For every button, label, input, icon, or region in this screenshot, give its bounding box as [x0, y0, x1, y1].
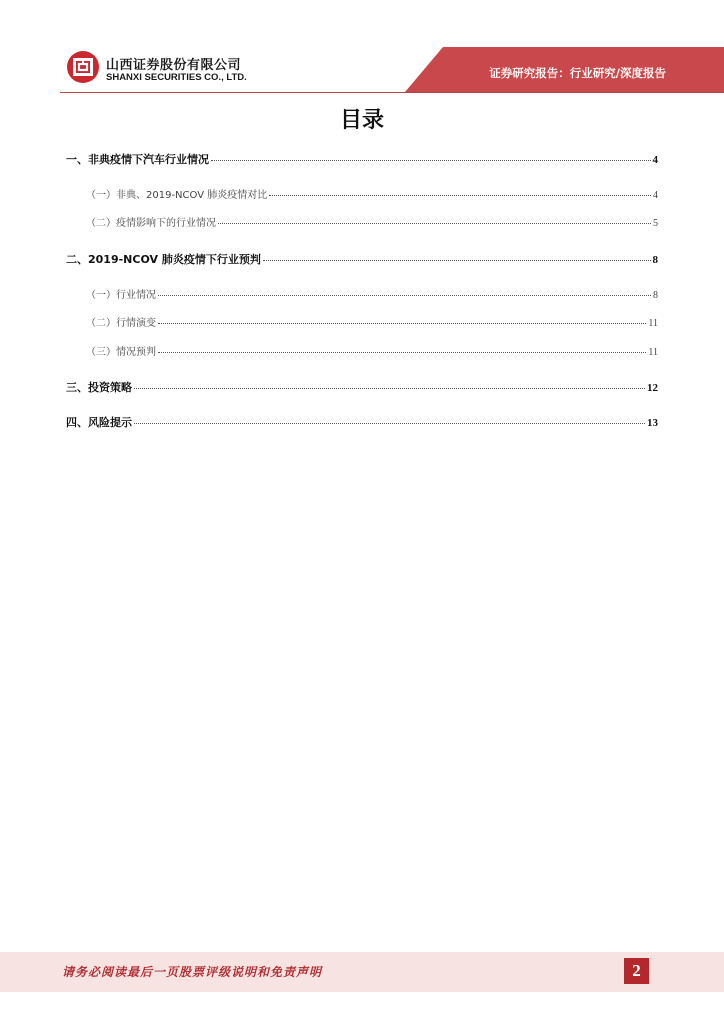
- toc-entry-page: 4: [652, 154, 658, 166]
- toc-leader-dots: [211, 160, 651, 161]
- toc-entry-page: 8: [653, 290, 658, 301]
- toc-entry-label: （三）情况预判: [86, 347, 156, 358]
- toc-entry-page: 4: [653, 190, 658, 201]
- toc-entry-page: 11: [648, 318, 658, 329]
- toc-leader-dots: [269, 195, 651, 196]
- report-type-label: 证券研究报告：行业研究/深度报告: [489, 66, 666, 80]
- toc-entry[interactable]: [86, 214, 658, 229]
- toc-entry-page: 8: [652, 254, 658, 266]
- toc-entry[interactable]: [86, 343, 658, 358]
- company-name-en: SHANXI SECURITIES CO., LTD.: [106, 72, 247, 83]
- toc-entry-page: 13: [647, 417, 658, 429]
- toc-leader-dots: [158, 323, 646, 324]
- toc-entry-page: 11: [648, 347, 658, 358]
- toc-leader-dots: [263, 260, 651, 261]
- toc-entry-label: 一、非典疫情下汽车行业情况: [66, 153, 209, 166]
- toc-leader-dots: [218, 223, 651, 224]
- toc-leader-dots: [158, 295, 651, 296]
- page-number-badge: 2: [624, 958, 649, 984]
- footer-disclaimer: 请务必阅读最后一页股票评级说明和免责声明: [62, 965, 323, 979]
- shanxi-securities-logo-icon: [66, 50, 100, 84]
- toc-entry[interactable]: [66, 379, 658, 395]
- toc-leader-dots: [134, 423, 645, 424]
- toc-entry-page: 5: [653, 218, 658, 229]
- toc-entry-page: 12: [647, 382, 658, 394]
- toc-entry[interactable]: [86, 314, 658, 329]
- toc-entry-label: 二、2019-NCOV 肺炎疫情下行业预判: [66, 253, 261, 266]
- header-divider: [60, 92, 724, 93]
- toc-entry[interactable]: [66, 414, 658, 430]
- toc-entry-label: （一）非典、2019-NCOV 肺炎疫情对比: [86, 190, 268, 201]
- toc-title: 目录: [339, 108, 384, 133]
- toc-leader-dots: [158, 352, 646, 353]
- toc-entry-label: （二）疫情影响下的行业情况: [86, 218, 216, 229]
- toc-entry-label: 三、投资策略: [66, 381, 132, 394]
- toc-entry-label: （二）行情演变: [86, 318, 156, 329]
- page-header: [0, 0, 724, 95]
- toc-entry-label: （一）行业情况: [86, 290, 156, 301]
- toc-entry-label: 四、风险提示: [66, 416, 132, 429]
- toc-entry[interactable]: [86, 186, 658, 201]
- toc-leader-dots: [134, 388, 645, 389]
- toc-entry[interactable]: [66, 151, 658, 167]
- toc-entry[interactable]: [66, 251, 658, 267]
- toc-entry[interactable]: [86, 286, 658, 301]
- company-name-cn: 山西证券股份有限公司: [106, 58, 242, 73]
